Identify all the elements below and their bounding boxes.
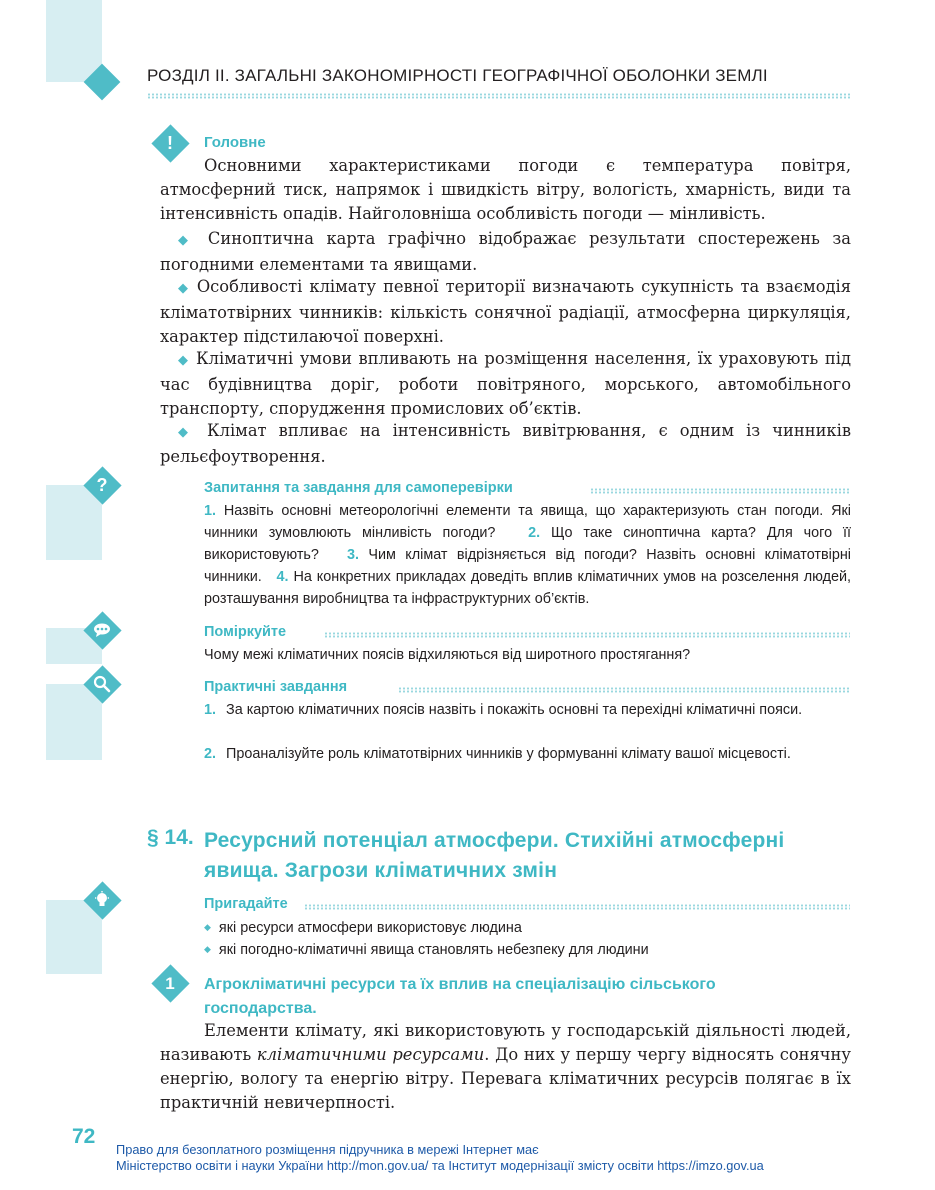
practice-dotted-rule [398, 687, 850, 693]
bullet-diamond-icon: ◆ [178, 281, 190, 296]
page-number: 72 [72, 1125, 96, 1148]
subsection-title: Агрокліматичні ресурси та їх вплив на спеціалізацію сільського господарства. [204, 976, 716, 1017]
subsection-number-icon: 1 [151, 964, 189, 1002]
magnifier-icon [83, 665, 121, 703]
section-title: Ресурсний потенціал атмосфери. Стихійні атмосферні явища. Загрози кліматичних змін [204, 829, 785, 882]
self-check-heading: Запитання та завдання для самоперевірки [204, 480, 513, 496]
header-dotted-rule [147, 93, 850, 99]
footer-line-1: Право для безоплатного розміщення підручника в мережі Інтернет має [116, 1142, 539, 1157]
footer-line-2: Міністерство освіти і науки України http://mon.gov.ua/ та Інститут модернізації змісту освіти https://imzo.gov.ua [116, 1158, 764, 1173]
question-icon: ? [83, 466, 121, 504]
recall-heading: Пригадайте [204, 896, 288, 912]
recall-item-1: ◆ які ресурси атмосфери використовує людина [204, 920, 522, 936]
main-heading: Головне [204, 134, 266, 151]
practice-item-2: 2. Проаналізуйте роль кліматотвірних чинників у формуванні клімату вашої місцевості. [204, 746, 791, 762]
bullet-diamond-icon: ◆ [204, 922, 211, 932]
think-heading: Поміркуйте [204, 624, 287, 640]
main-bullet-1: ◆ Синоптична карта графічно відображає результати спостережень за погодними елементами та явищами. [160, 229, 851, 274]
self-check-questions: 1. Назвіть основні метеорологічні елементи та явища, що характеризують стан погоди. Які чинники зумовлюють мінливість погоди? 2. Що таке синоптична карта? Для чого її використовують? 3. Чим клімат відрізняється від погоди? Назвіть основні кліматотвірні чинники. 4. На конкретних прикладах доведіть вплив кліматичних умов на розселення людей, розташування виробництва та інфраструктурних об’єктів. [204, 503, 852, 607]
sidebar-decor-top [46, 0, 102, 82]
recall-item-2: ◆ які погодно-кліматичні явища становлять небезпеку для людини [204, 942, 649, 958]
main-intro-paragraph: Основними характеристиками погоди є температура повітря, атмосферний тиск, напрямок і швидкість вітру, вологість, хмарність, види та інтенсивність опадів. Найголовніша особливість погоди — мінливість. [160, 156, 851, 223]
bullet-diamond-icon: ◆ [178, 425, 195, 440]
main-bullet-4: ◆ Клімат впливає на інтенсивність вивітрювання, є одним із чинників рельєфоутворення. [160, 421, 851, 466]
main-bullet-3: ◆ Кліматичні умови впливають на розміщення населення, їх ураховують під час будівництва доріг, роботи повітряного, морського, автомобільного транспорту, спорудження промислових об’єктів. [160, 349, 851, 418]
practice-heading: Практичні завдання [204, 679, 348, 695]
think-question: Чому межі кліматичних поясів відхиляються від широтного простягання? [204, 647, 691, 663]
think-dotted-rule [324, 632, 850, 638]
subsection-paragraph: Елементи клімату, які використовують у господарській діяльності людей, називають кліматичними ресурсами. До них у першу чергу відносять сонячну енергію, вологу та енергію вітру. Перевага кліматичних ресурсів полягає в їх практичній невичерпності. [160, 1021, 851, 1112]
self-check-dotted-rule [590, 488, 850, 494]
section-number: § 14. [147, 826, 194, 849]
exclamation-icon: ! [151, 124, 189, 162]
bullet-diamond-icon: ◆ [178, 353, 190, 368]
bullet-diamond-icon: ◆ [204, 944, 211, 954]
chapter-title: РОЗДІЛ ІІ. ЗАГАЛЬНІ ЗАКОНОМІРНОСТІ ГЕОГРАФІЧНОЇ ОБОЛОНКИ ЗЕМЛІ [147, 66, 768, 85]
practice-item-1: 1. За картою кліматичних поясів назвіть і покажіть основні та перехідні кліматичні пояси. [204, 702, 803, 718]
bullet-diamond-icon: ◆ [178, 233, 196, 248]
speech-bubble-icon [83, 611, 121, 649]
recall-dotted-rule [304, 904, 850, 910]
main-bullet-2: ◆ Особливості клімату певної території визначають сукупність та взаємодія кліматотвірних чинників: кількість сонячної радіації, атмосферна циркуляція, характер підстилаючої поверхні. [160, 277, 851, 346]
lightbulb-icon [83, 881, 121, 919]
